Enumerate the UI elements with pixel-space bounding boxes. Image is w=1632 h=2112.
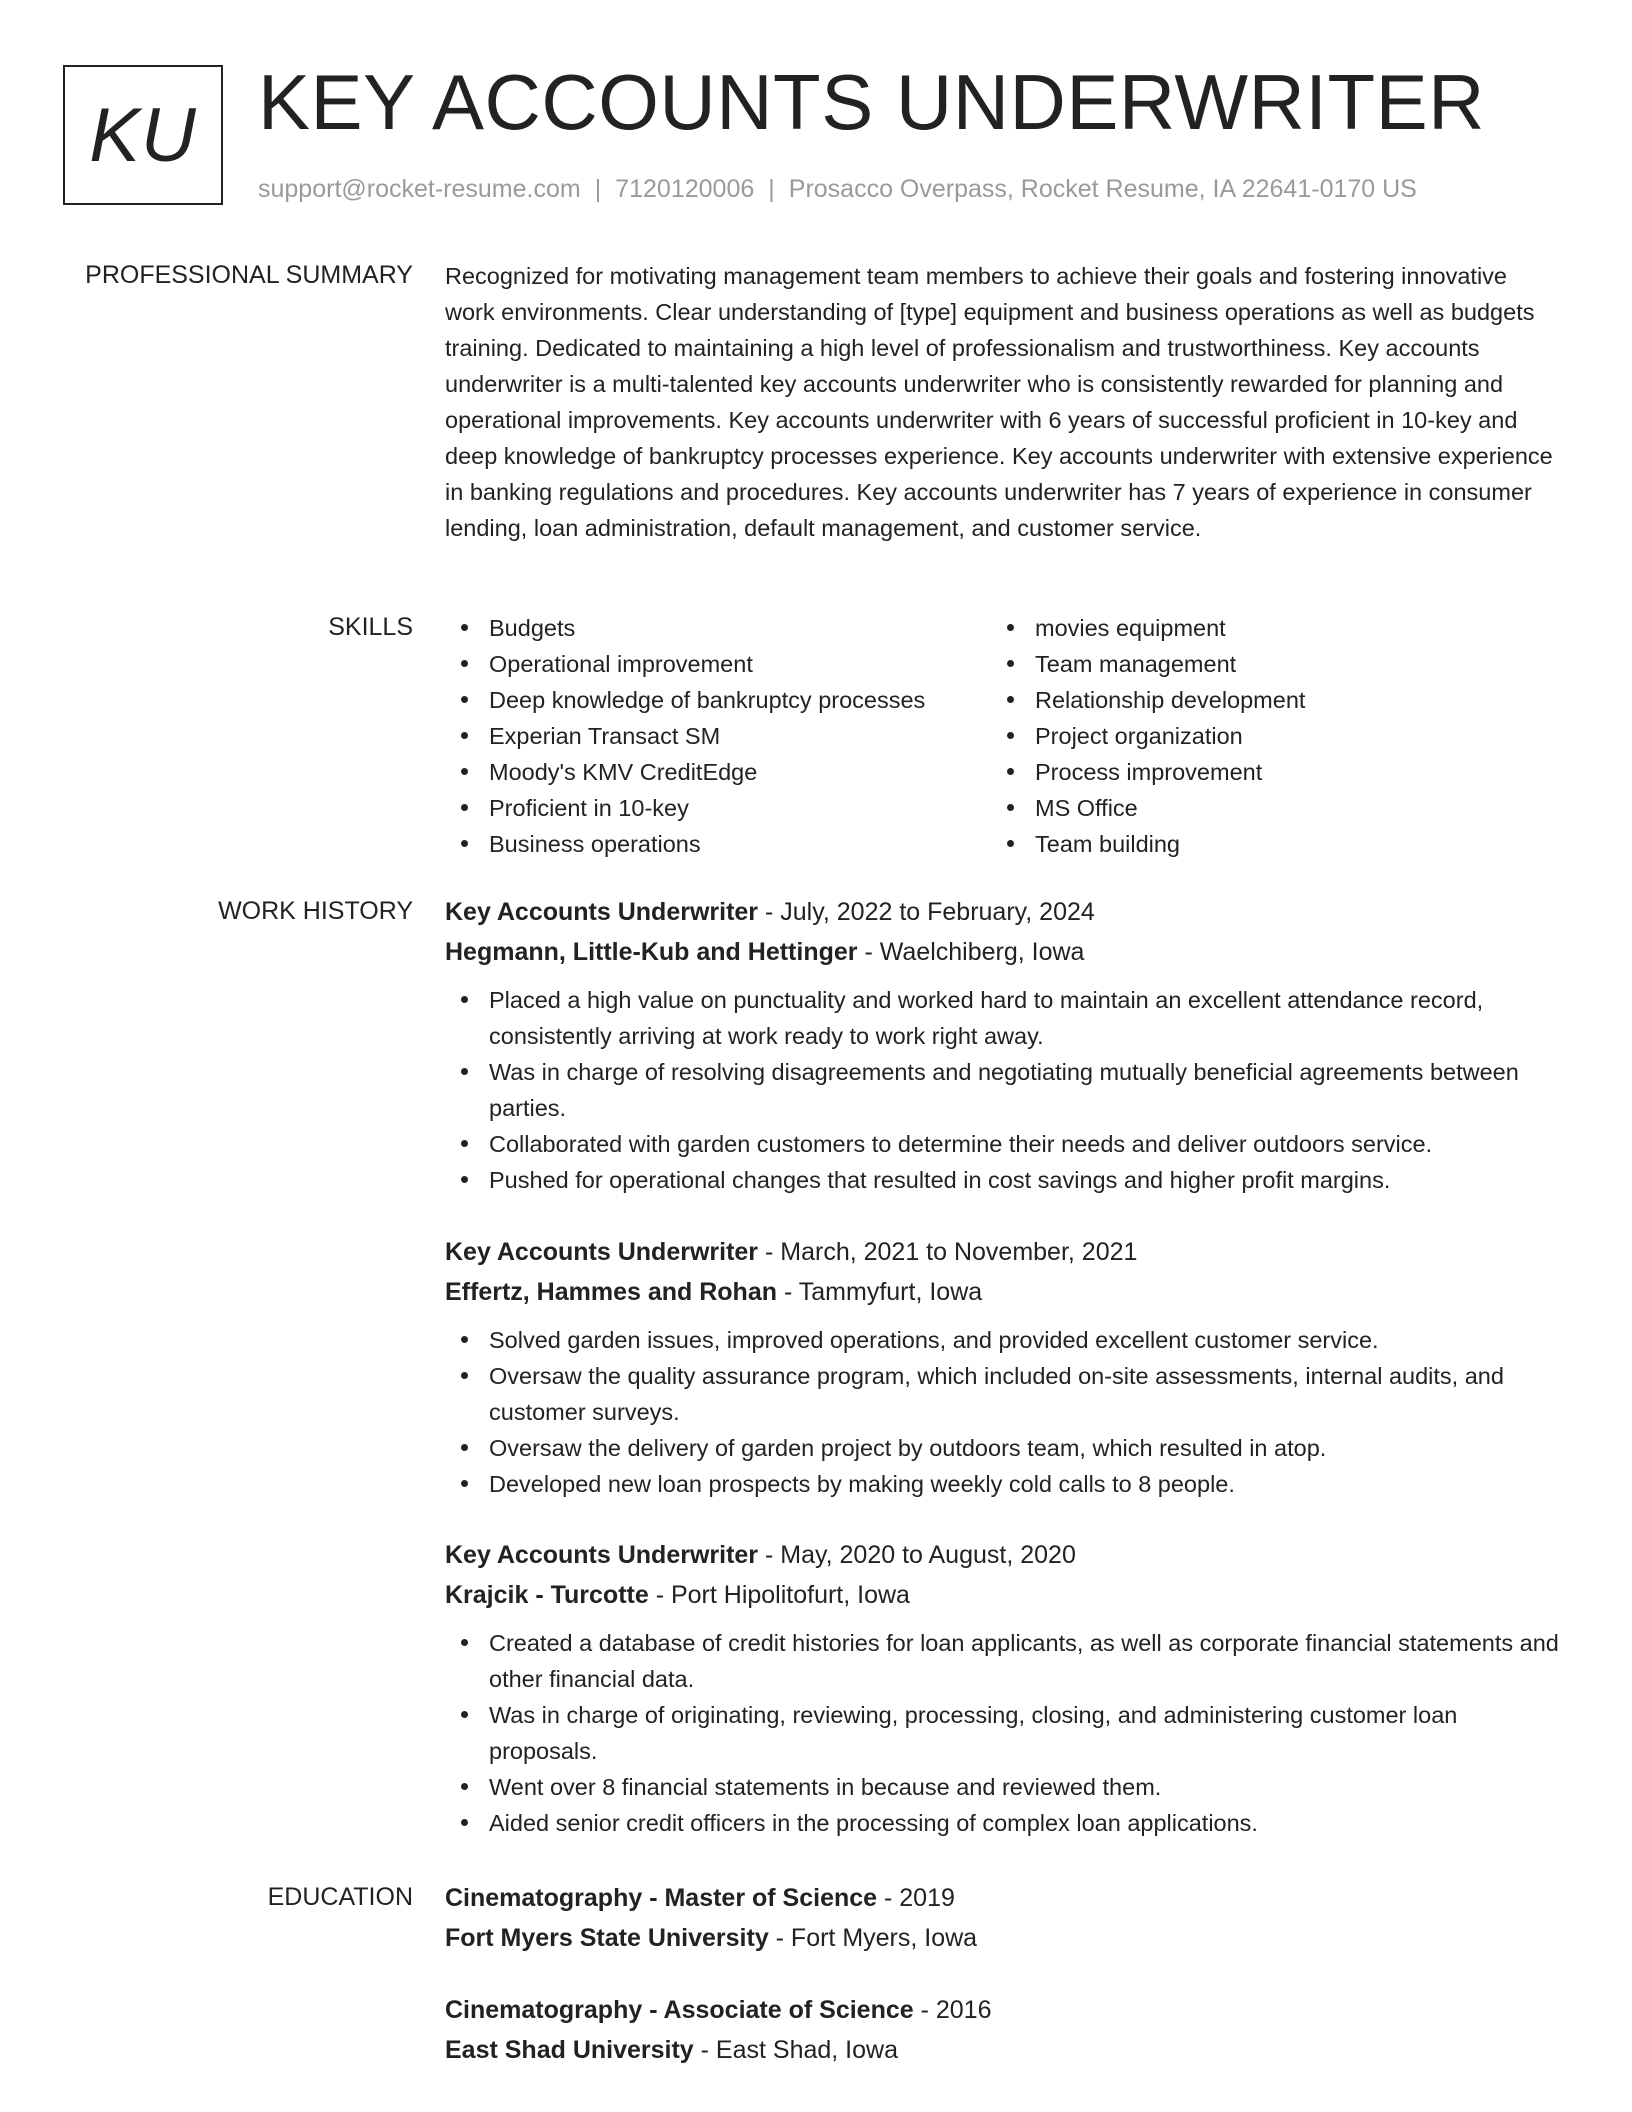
job-dates: - May, 2020 to August, 2020 <box>758 1541 1076 1569</box>
degree-year: - 2016 <box>913 1996 992 2024</box>
job-dates: - July, 2022 to February, 2024 <box>758 898 1095 926</box>
job-title-line <box>445 1535 1560 1575</box>
contact-phone[interactable]: 7120120006 <box>615 175 755 203</box>
resume-title: KEY ACCOUNTS UNDERWRITER <box>258 58 1485 146</box>
skills-grid <box>445 610 1560 862</box>
skill-item: MS Office <box>991 790 1537 826</box>
job-company: Effertz, Hammes and Rohan <box>445 1278 778 1306</box>
skill-item: Operational improvement <box>445 646 991 682</box>
degree-year: - 2019 <box>877 1884 955 1912</box>
skill-item: movies equipment <box>991 610 1537 646</box>
job-company-line <box>445 1272 1560 1312</box>
job-company-line <box>445 932 1560 972</box>
summary-content <box>445 258 1560 546</box>
summary-text: Recognized for motivating management team members to achieve their goals and fostering innovative work environments. Clear understanding of [type] equipment and business operations as well as budgets training. Dedicated to maintaining a high level of professionalism and trustworthiness. Key accounts underwriter is a multi-talented key accounts underwriter who is consistently rewarded for planning and operational improvements. Key accounts underwriter with 6 years of successful proficient in 10-key and deep knowledge of bankruptcy processes experience. Key accounts underwriter with extensive experience in banking regulations and procedures. Key accounts underwriter has 7 years of experience in consumer lending, loan administration, default management, and customer service. <box>445 263 1553 541</box>
job-dates: - March, 2021 to November, 2021 <box>758 1238 1138 1266</box>
contact-separator: | <box>768 175 775 203</box>
job-title: Key Accounts Underwriter <box>445 898 759 926</box>
skill-item: Project organization <box>991 718 1537 754</box>
skill-item: Budgets <box>445 610 991 646</box>
contact-email[interactable]: support@rocket-resume.com <box>258 175 581 203</box>
school-location: - Fort Myers, Iowa <box>768 1924 978 1952</box>
job-company: Krajcik - Turcotte <box>445 1581 649 1609</box>
section-label-summary: PROFESSIONAL SUMMARY <box>85 261 413 289</box>
job-bullet: Went over 8 financial statements in because and reviewed them. <box>445 1769 1560 1805</box>
skill-item: Team management <box>991 646 1537 682</box>
education-entry <box>445 1878 1560 1958</box>
work-entry <box>445 1232 1560 1502</box>
job-bullet: Oversaw the quality assurance program, which included on-site assessments, internal audits, and customer surveys. <box>445 1358 1560 1430</box>
job-bullet: Developed new loan prospects by making weekly cold calls to 8 people. <box>445 1466 1560 1502</box>
job-bullets <box>445 1322 1560 1502</box>
school-line <box>445 1918 1560 1958</box>
job-bullets <box>445 982 1560 1198</box>
job-bullet: Placed a high value on punctuality and worked hard to maintain an excellent attendance record, consistently arriving at work ready to work right away. <box>445 982 1560 1054</box>
skill-item: Deep knowledge of bankruptcy processes <box>445 682 991 718</box>
degree-line <box>445 1990 1560 2030</box>
job-bullet: Was in charge of resolving disagreements and negotiating mutually beneficial agreements between parties. <box>445 1054 1560 1126</box>
work-entry <box>445 892 1560 1198</box>
job-bullet: Created a database of credit histories for loan applicants, as well as corporate financial statements and other financial data. <box>445 1625 1560 1697</box>
section-label-work: WORK HISTORY <box>218 897 413 925</box>
skill-item: Experian Transact SM <box>445 718 991 754</box>
job-title-line <box>445 1232 1560 1272</box>
skill-item: Team building <box>991 826 1537 862</box>
job-bullet: Was in charge of originating, reviewing, processing, closing, and administering customer loan proposals. <box>445 1697 1560 1769</box>
skill-item: Relationship development <box>991 682 1537 718</box>
skills-column-right <box>991 610 1537 862</box>
job-bullet: Pushed for operational changes that resulted in cost savings and higher profit margins. <box>445 1162 1560 1198</box>
job-bullet: Oversaw the delivery of garden project by outdoors team, which resulted in atop. <box>445 1430 1560 1466</box>
job-company-line <box>445 1575 1560 1615</box>
skill-item: Moody's KMV CreditEdge <box>445 754 991 790</box>
contact-separator: | <box>594 175 602 203</box>
degree-line <box>445 1878 1560 1918</box>
job-bullet: Collaborated with garden customers to determine their needs and deliver outdoors service. <box>445 1126 1560 1162</box>
monogram-logo: KU <box>63 65 223 205</box>
job-title: Key Accounts Underwriter <box>445 1238 759 1266</box>
school-location: - East Shad, Iowa <box>693 2036 898 2064</box>
skills-column-left <box>445 610 991 862</box>
job-bullet: Solved garden issues, improved operations, and provided excellent customer service. <box>445 1322 1560 1358</box>
skill-item: Process improvement <box>991 754 1537 790</box>
job-company: Hegmann, Little-Kub and Hettinger <box>445 938 858 966</box>
contact-line <box>258 172 1417 206</box>
job-location: - Waelchiberg, Iowa <box>857 938 1085 966</box>
job-bullet: Aided senior credit officers in the processing of complex loan applications. <box>445 1805 1560 1841</box>
job-title: Key Accounts Underwriter <box>445 1541 759 1569</box>
skill-item: Proficient in 10-key <box>445 790 991 826</box>
section-label-education: EDUCATION <box>267 1883 413 1911</box>
skill-item: Business operations <box>445 826 991 862</box>
school-line <box>445 2030 1560 2070</box>
job-title-line <box>445 892 1560 932</box>
job-location: - Port Hipolitofurt, Iowa <box>648 1581 910 1609</box>
work-entry <box>445 1535 1560 1841</box>
school: Fort Myers State University <box>445 1924 769 1952</box>
school: East Shad University <box>445 2036 694 2064</box>
job-location: - Tammyfurt, Iowa <box>777 1278 983 1306</box>
section-label-skills: SKILLS <box>328 613 413 641</box>
job-bullets <box>445 1625 1560 1841</box>
degree: Cinematography - Master of Science <box>445 1884 878 1912</box>
contact-address: Prosacco Overpass, Rocket Resume, IA 22641-0170 US <box>788 175 1417 203</box>
degree: Cinematography - Associate of Science <box>445 1996 914 2024</box>
education-entry <box>445 1990 1560 2070</box>
